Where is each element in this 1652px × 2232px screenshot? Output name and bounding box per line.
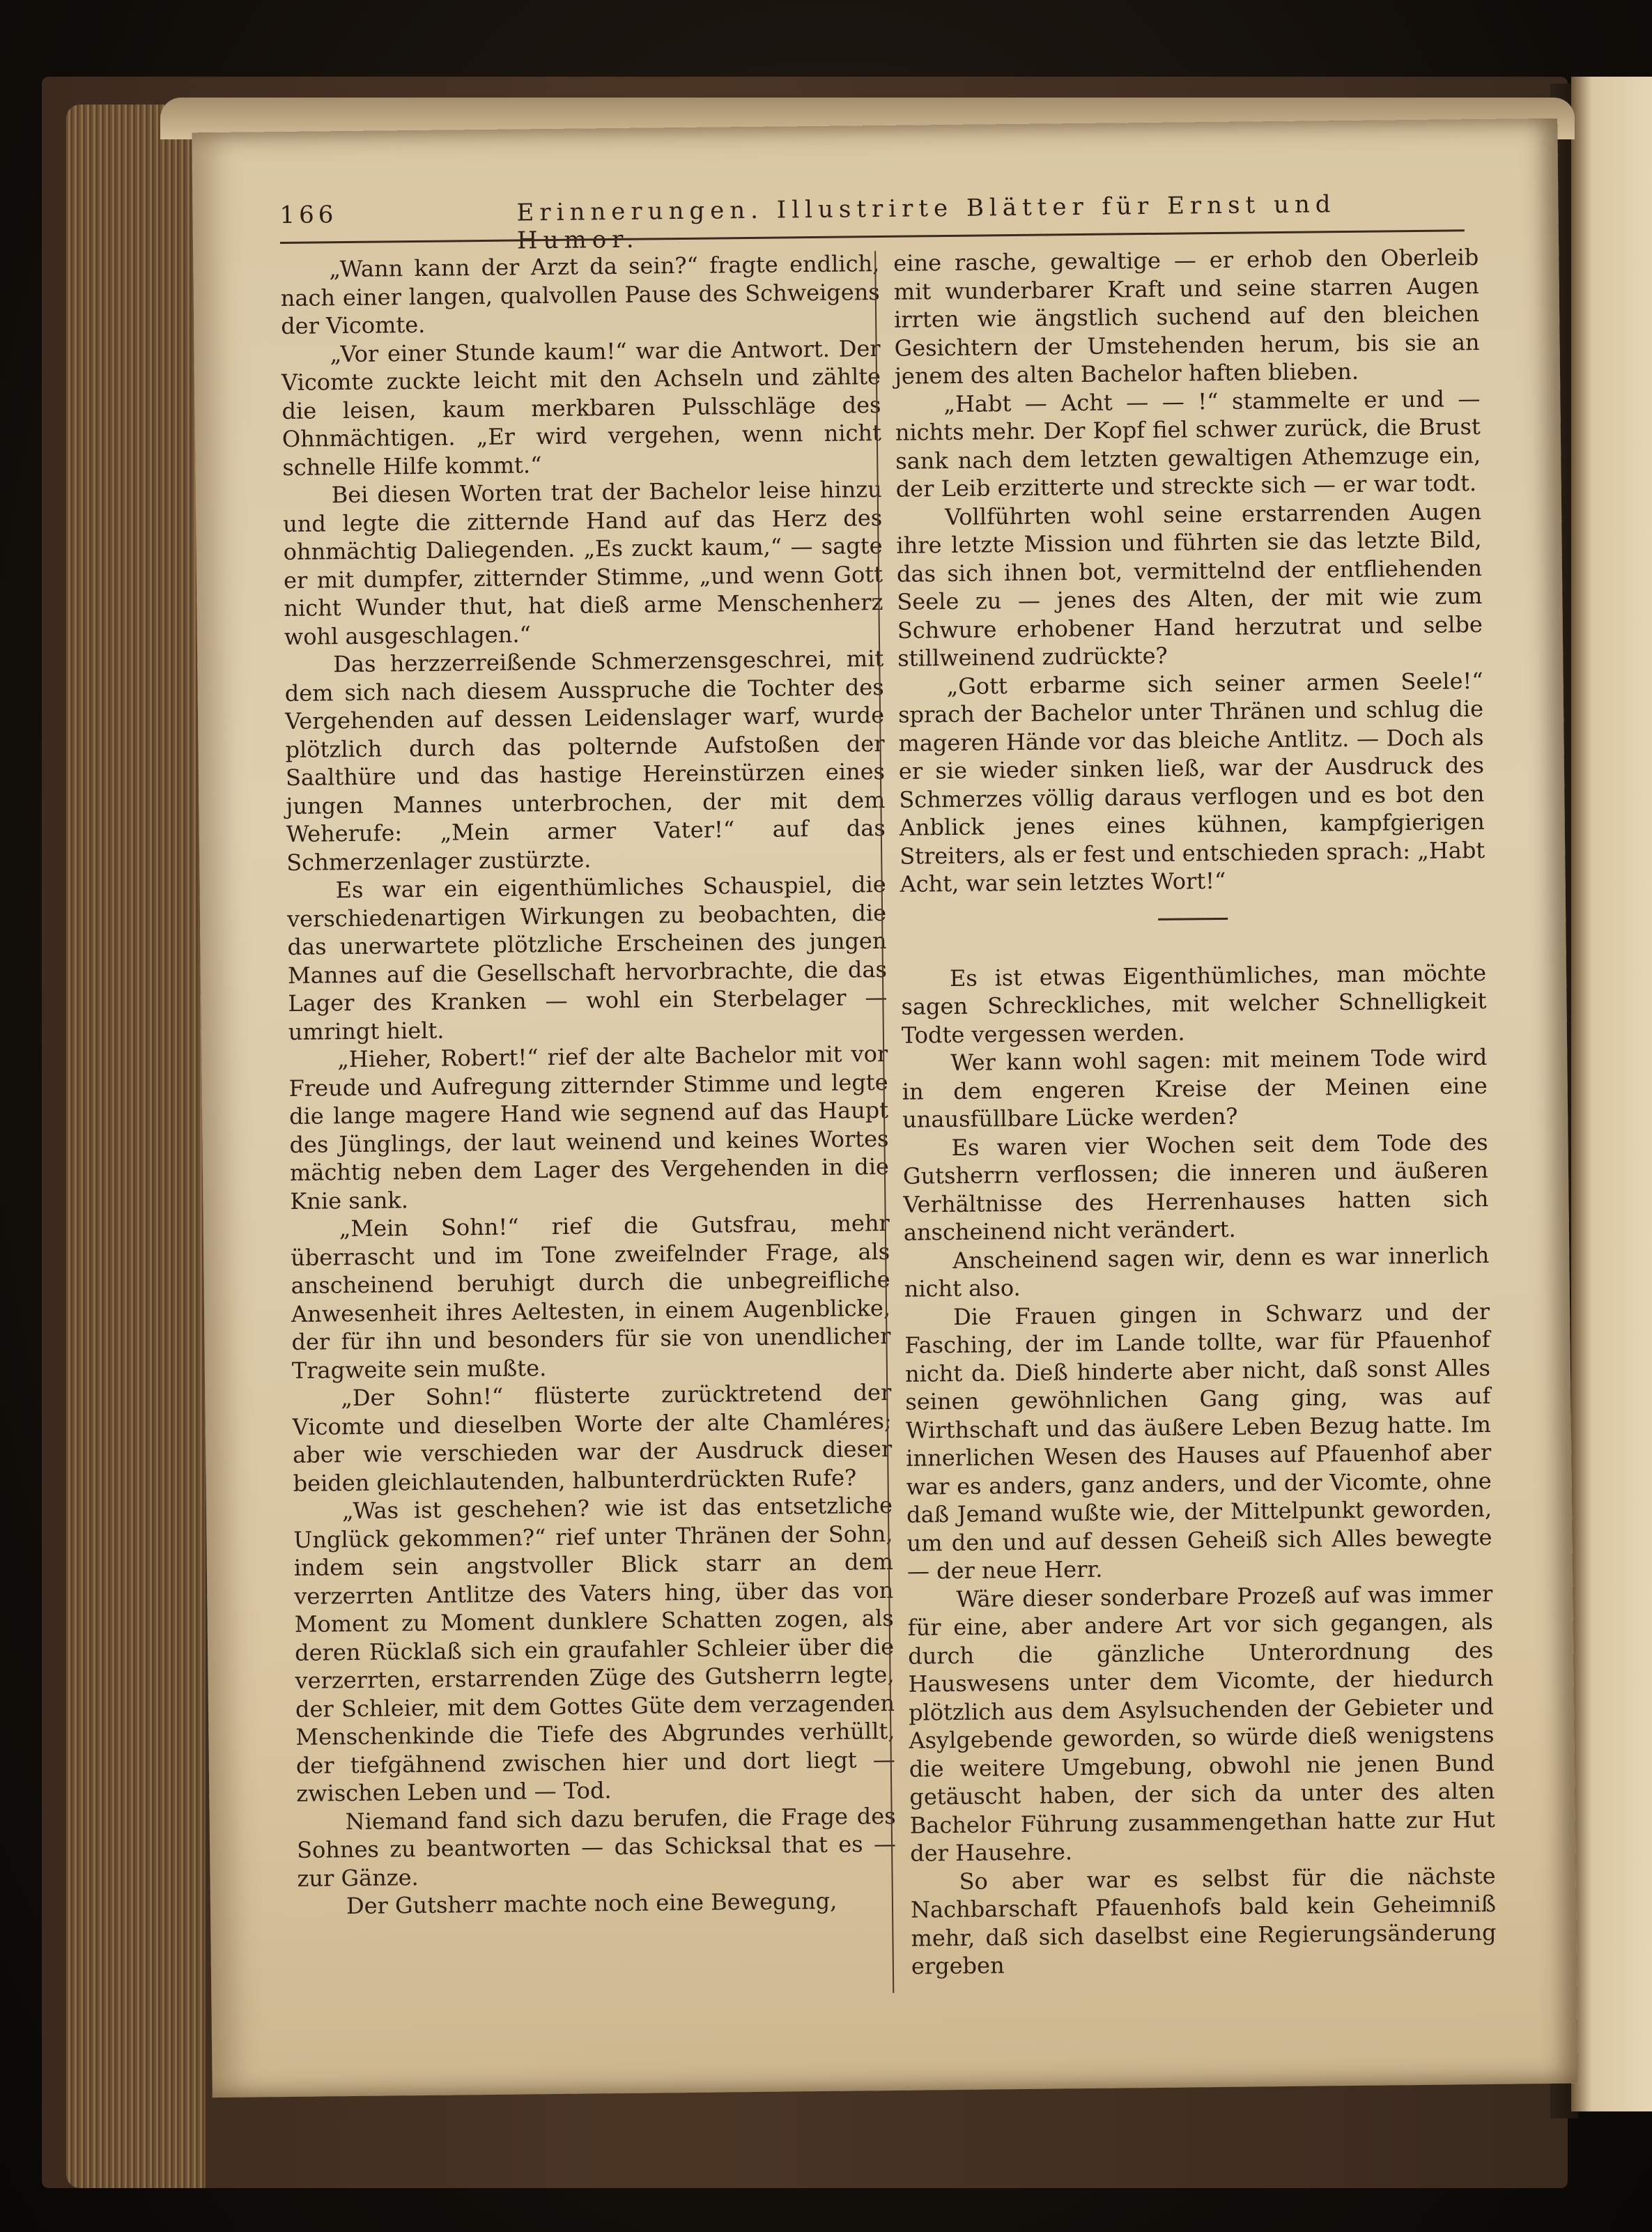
paragraph: Es ist etwas Eigenthümliches, man möchte sagen Schreckliches, mit welcher Schnelligkeit Todte vergessen werden.: [901, 959, 1487, 1049]
paragraph: Niemand fand sich dazu berufen, die Frage des Sohnes zu beantworten — das Schicksal that es — zur Gänze.: [296, 1802, 897, 1892]
running-title: Erinnerungen. Illustrirte Blätter für Ernst und Humor.: [516, 190, 1336, 255]
paragraph: Es war ein eigenthümliches Schauspiel, die verschiedenartigen Wirkungen zu beobachten, die das unerwartete plötzliche Erscheinen des jungen Mannes auf die Gesellschaft hervorbrachte, die das Lager des Kranken — wohl ein Sterbelager — umringt hielt.: [286, 870, 888, 1045]
paragraph: „Mein Sohn!“ rief die Gutsfrau, mehr überrascht und im Tone zweifelnder Frage, als anscheinend beruhigt durch die unbegreifliche Anwesenheit ihres Aeltesten, in einem Augenblicke, der für ihn und besonders für sie von unendlicher Tragweite sein mußte.: [290, 1209, 891, 1384]
paragraph: „Gott erbarme sich seiner armen Seele!“ sprach der Bachelor unter Thränen und schlug die mageren Hände vor das bleiche Antlitz. — Doch als er sie wieder sinken ließ, war der Ausdruck des Schmerzes völlig daraus verflogen und es bot den Anblick jenes eines kühnen, kampfgierigen Streiters, als er fest und entschieden sprach: „Habt Acht, war sein letztes Wort!“: [897, 667, 1485, 898]
paragraph: Bei diesen Worten trat der Bachelor leise hinzu und legte die zitternde Hand auf das Herz des ohnmächtig Daliegenden. „Es zuckt kaum,“ — sagte er mit dumpfer, zitternder Stimme, „und wenn Gott nicht Wunder thut, hat dieß arme Menschenherz wohl ausgeschlagen.“: [282, 475, 883, 650]
page-number: 166: [279, 201, 338, 230]
paragraph: „Vor einer Stunde kaum!“ war die Antwort. Der Vicomte zuckte leicht mit den Achseln und zählte die leisen, kaum merkbaren Pulsschläge des Ohnmächtigen. „Er wird vergehen, wenn nicht schnelle Hilfe kommt.“: [281, 334, 882, 481]
paragraph: Die Frauen gingen in Schwarz und der Fasching, der im Lande tollte, war für Pfauenhof nicht da. Dieß hinderte aber nicht, daß sonst Alles seinen gewöhnlichen Gang ging, was auf Wirthschaft und das äußere Leben Bezug hatte. Im innerlichen Wesen des Hauses auf Pfauenhof aber war es anders, ganz anders, und der Vicomte, ohne daß Jemand wußte wie, der Mittelpunkt geworden, um den und auf dessen Geheiß sich Alles bewegte — der neue Herr.: [904, 1298, 1492, 1585]
paragraph: „Habt — Acht — — !“ stammelte er und — nichts mehr. Der Kopf fiel schwer zurück, die Brust sank nach dem letzten gewaltigen Athemzuge ein, der Leib erzitterte und streckte sich — er war todt.: [895, 385, 1481, 502]
paragraph: Wäre dieser sonderbare Prozeß auf was immer für eine, aber andere Art vor sich gegangen, als durch die gänzliche Unterordnung des Hauswesens unter dem Vicomte, der hiedurch plötzlich aus dem Asylsuchenden der Gebieter und Asylgebende geworden, so würde dieß wenigstens die weitere Umgebung, obwohl nie jenen Bund getäuscht haben, der sich da unter des alten Bachelor Führung zusammengethan hatte zur Hut der Hausehre.: [907, 1580, 1495, 1867]
paragraph: „Hieher, Robert!“ rief der alte Bachelor mit vor Freude und Aufregung zitternder Stimme und legte die lange magere Hand wie segnend auf das Haupt des Jünglings, der laut weinend und keines Wortes mächtig neben dem Lager des Vergehenden in die Knie sank.: [288, 1040, 890, 1215]
paragraph: Es waren vier Wochen seit dem Tode des Gutsherrn verflossen; die inneren und äußeren Verhältnisse des Herrenhauses hatten sich anscheinend nicht verändert.: [902, 1128, 1489, 1246]
page-header: [279, 189, 1464, 255]
paragraph: „Was ist geschehen? wie ist das entsetzliche Unglück gekommen?“ rief unter Thränen der Sohn, indem sein angstvoller Blick starr an dem verzerrten Antlitze des Vaters hing, über das von Moment zu Moment dunklere Schatten zogen, als deren Rücklaß sich ein graufahler Schleier über die verzerrten, erstarrenden Züge des Gutsherrn legte, der Schleier, mit dem Gottes Güte dem verzagenden Menschenkinde die Tiefe des Abgrundes verhüllt, der tiefgähnend zwischen hier und dort liegt — zwischen Leben und — Tod.: [293, 1491, 895, 1807]
paragraph: Das herzzerreißende Schmerzensgeschrei, mit dem sich nach diesem Ausspruche die Tochter des Vergehenden auf dessen Leidenslager warf, wurde plötzlich durch das polternde Aufstoßen der Saalthüre und das hastige Hereinstürzen eines jungen Mannes unterbrochen, der mit dem Weherufe: „Mein armer Vater!“ auf das Schmerzenlager zustürzte.: [284, 645, 886, 876]
paragraph: eine rasche, gewaltige — er erhob den Oberleib mit wunderbarer Kraft und seine starren Augen irrten wie ängstlich suchend auf den bleichen Gesichtern der Umstehenden herum, bis sie an jenem des alten Bachelor haften blieben.: [893, 244, 1480, 390]
paragraph: So aber war es selbst für die nächste Nachbarschaft Pfauenhofs bald kein Geheimniß mehr, daß sich daselbst eine Regierungsänderung ergeben: [910, 1862, 1497, 1980]
right-column: [879, 243, 1497, 1980]
paragraph: „Der Sohn!“ flüsterte zurücktretend der Vicomte und dieselben Worte der alte Chamléres; aber wie verschieden war der Ausdruck dieser beiden gleichlautenden, halbunterdrückten Rufe?: [292, 1378, 893, 1497]
paragraph: Anscheinend sagen wir, denn es war innerlich nicht also.: [904, 1241, 1490, 1302]
left-column: [280, 249, 897, 1921]
paragraph: Wer kann wohl sagen: mit meinem Tode wird in dem engeren Kreise der Meinen eine unausfüllbare Lücke werden?: [902, 1043, 1488, 1133]
paragraph: Vollführten wohl seine erstarrenden Augen ihre letzte Mission und führten sie das letzte Bild, das sich ihnen bot, vermittelnd der entfliehenden Seele zu — jenes des Alten, der mit wie zum Schwure erhobener Hand herzutrat und selbe stillweinend zudrückte?: [896, 498, 1483, 672]
book-fore-edge: [66, 105, 206, 2188]
facing-page-edge: [1571, 77, 1652, 2111]
section-divider: [1158, 917, 1228, 920]
book-page: [192, 118, 1577, 2098]
paragraph: „Wann kann der Arzt da sein?“ fragte endlich, nach einer langen, qualvollen Pause des Schweigens der Vicomte.: [280, 250, 880, 340]
paragraph: Der Gutsherr machte noch eine Bewegung,: [346, 1887, 837, 1920]
